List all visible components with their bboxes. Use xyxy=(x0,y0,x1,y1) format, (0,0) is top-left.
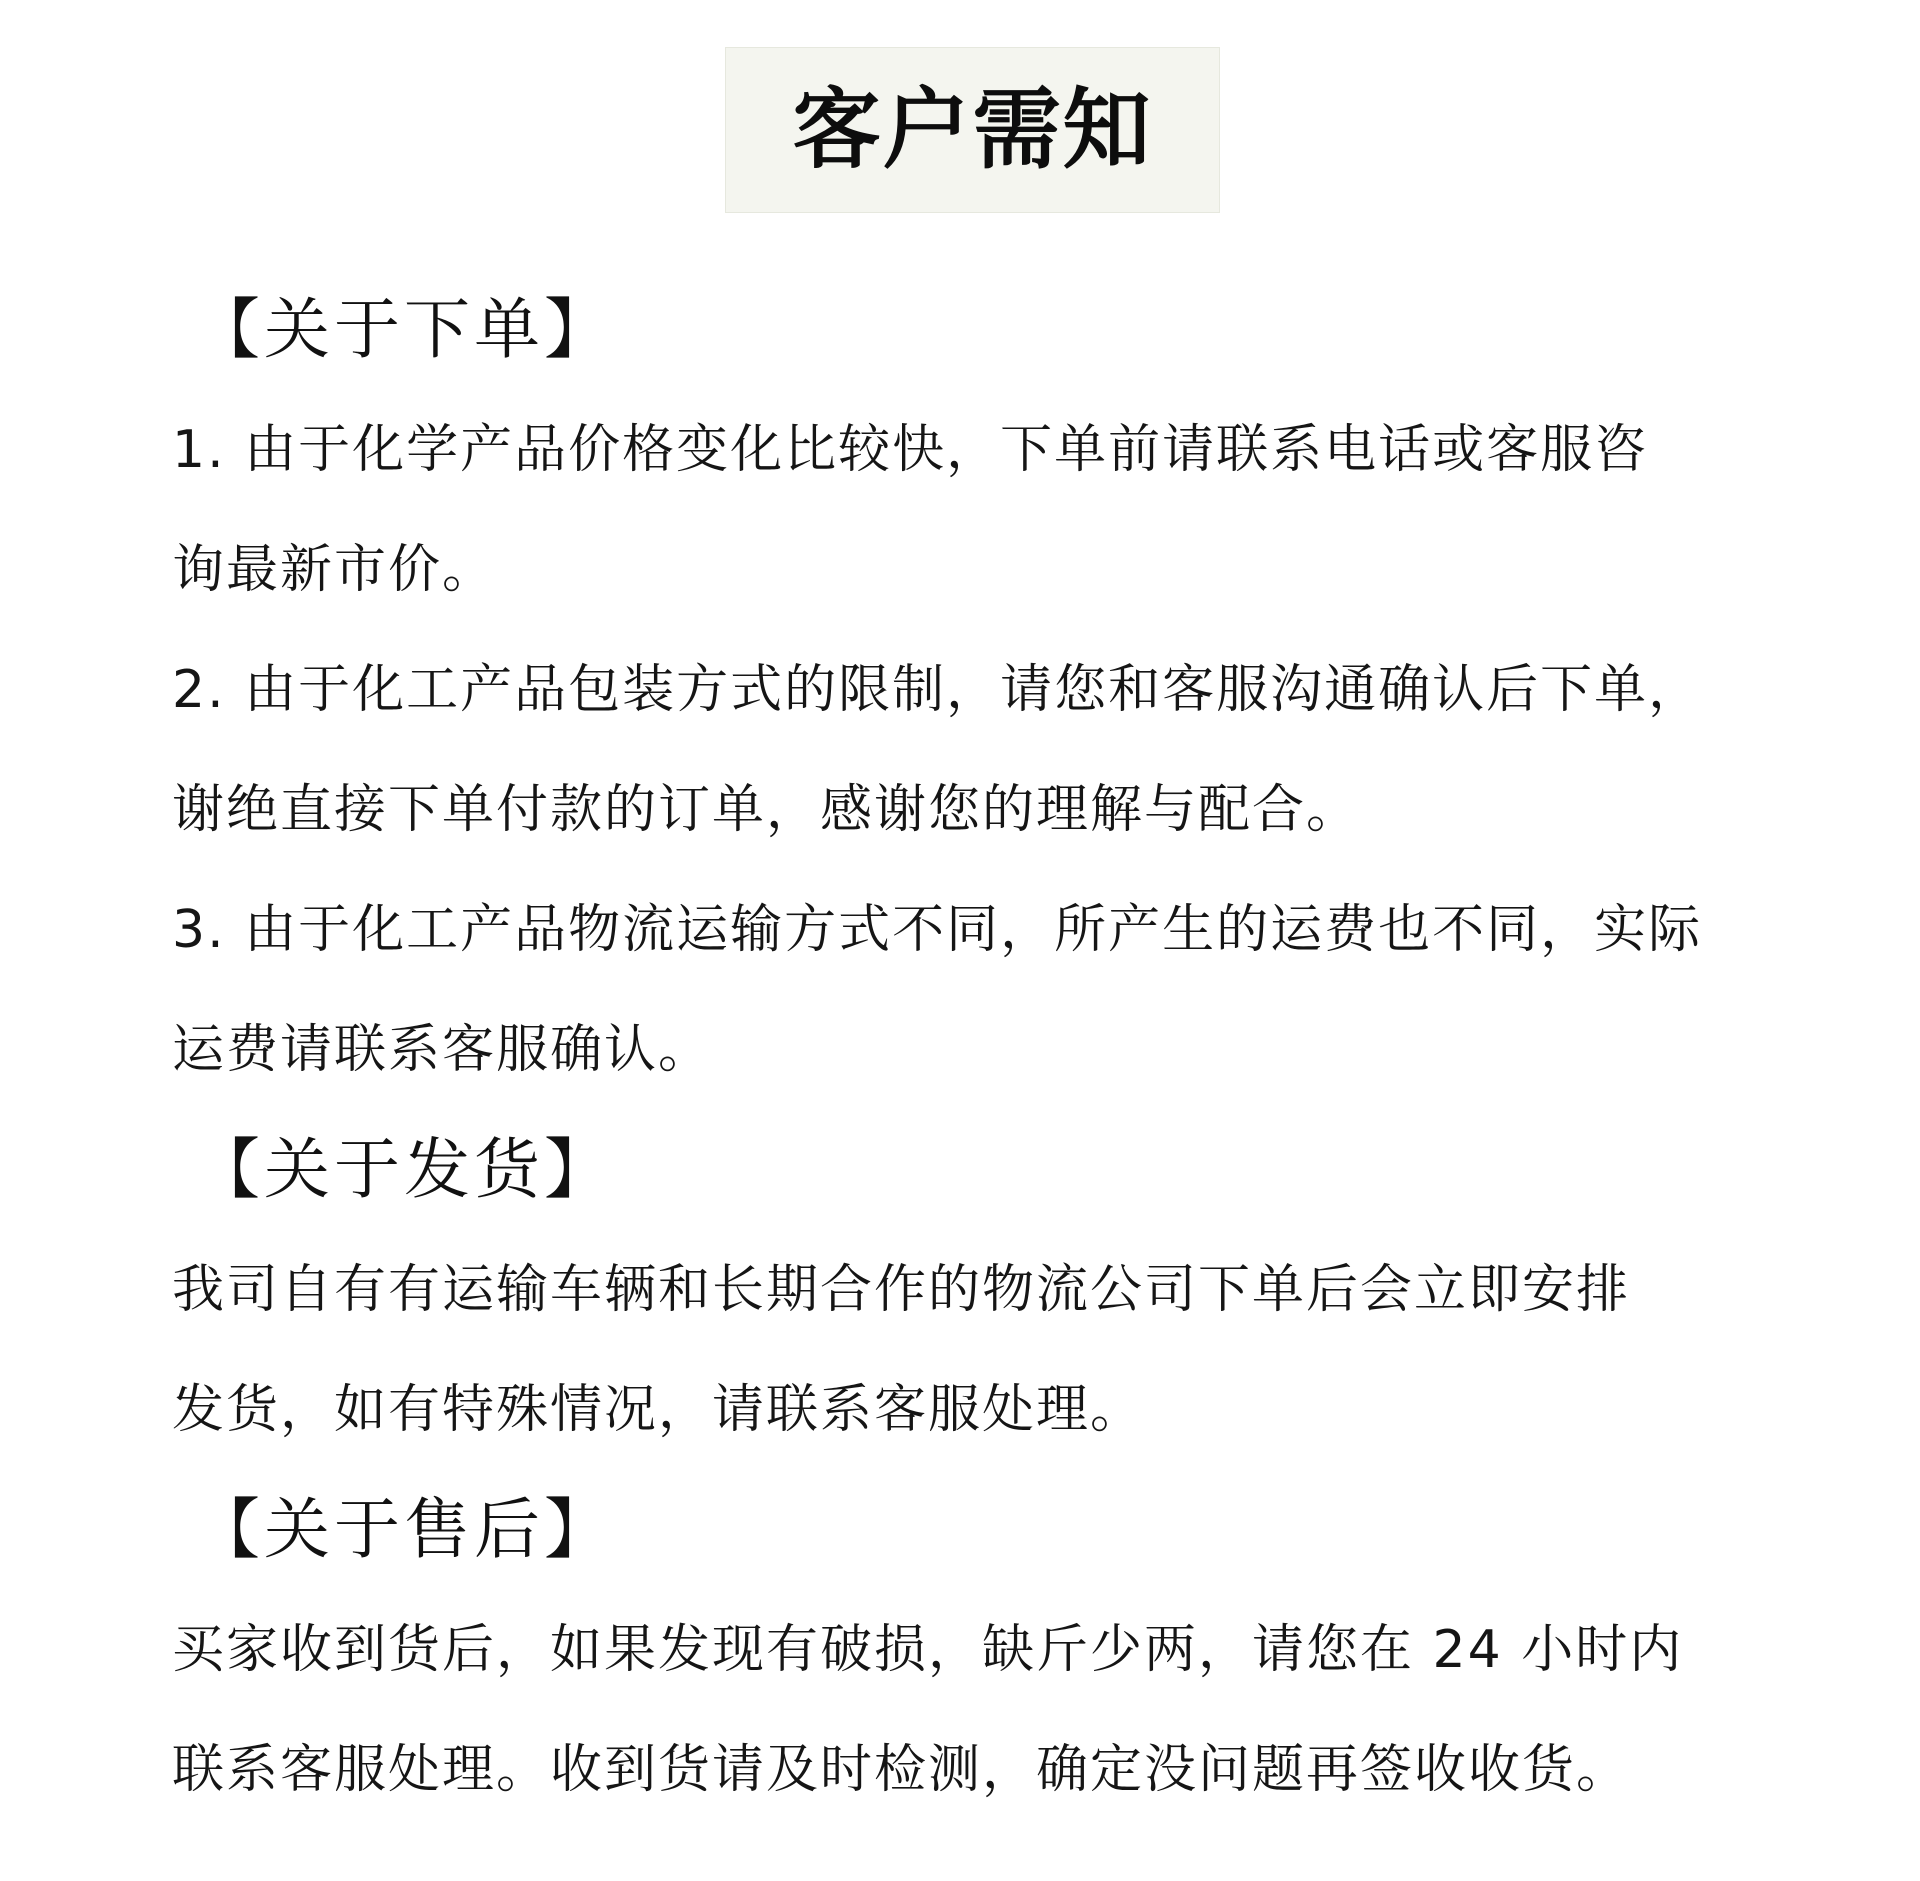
notice-content xyxy=(172,270,1772,1830)
paragraph xyxy=(172,630,1772,870)
section-heading: 【关于售后】 xyxy=(194,1491,614,1568)
paragraph xyxy=(172,870,1772,1110)
paragraph-line: 联系客服处理。收到货请及时检测，确定没问题再签收收货。 xyxy=(172,1740,1631,1800)
paragraph-line: 2. 由于化工产品包装方式的限制，请您和客服沟通确认后下单， xyxy=(172,660,1703,720)
paragraph-line: 买家收到货后，如果发现有破损，缺斤少两，请您在 24 小时内 xyxy=(172,1620,1684,1680)
page-title: 客户需知 xyxy=(792,78,1153,181)
paragraph-line: 运费请联系客服确认。 xyxy=(172,1020,713,1080)
title-banner xyxy=(725,47,1220,213)
paragraph-line: 1. 由于化学产品价格变化比较快，下单前请联系电话或客服咨 xyxy=(172,420,1649,480)
paragraph xyxy=(172,1230,1772,1470)
paragraph xyxy=(172,1590,1772,1830)
paragraph-line: 谢绝直接下单付款的订单，感谢您的理解与配合。 xyxy=(172,780,1361,840)
paragraph xyxy=(172,390,1772,630)
section-ordering xyxy=(172,270,1772,1110)
section-heading: 【关于下单】 xyxy=(194,291,614,368)
paragraph-line: 3. 由于化工产品物流运输方式不同，所产生的运费也不同，实际 xyxy=(172,900,1703,960)
paragraph-line: 我司自有有运输车辆和长期合作的物流公司下单后会立即安排 xyxy=(172,1260,1631,1320)
paragraph-line: 询最新市价。 xyxy=(172,540,497,600)
section-heading: 【关于发货】 xyxy=(194,1131,614,1208)
paragraph-line: 发货，如有特殊情况，请联系客服处理。 xyxy=(172,1380,1145,1440)
section-shipping xyxy=(172,1110,1772,1470)
section-after-sales xyxy=(172,1470,1772,1830)
